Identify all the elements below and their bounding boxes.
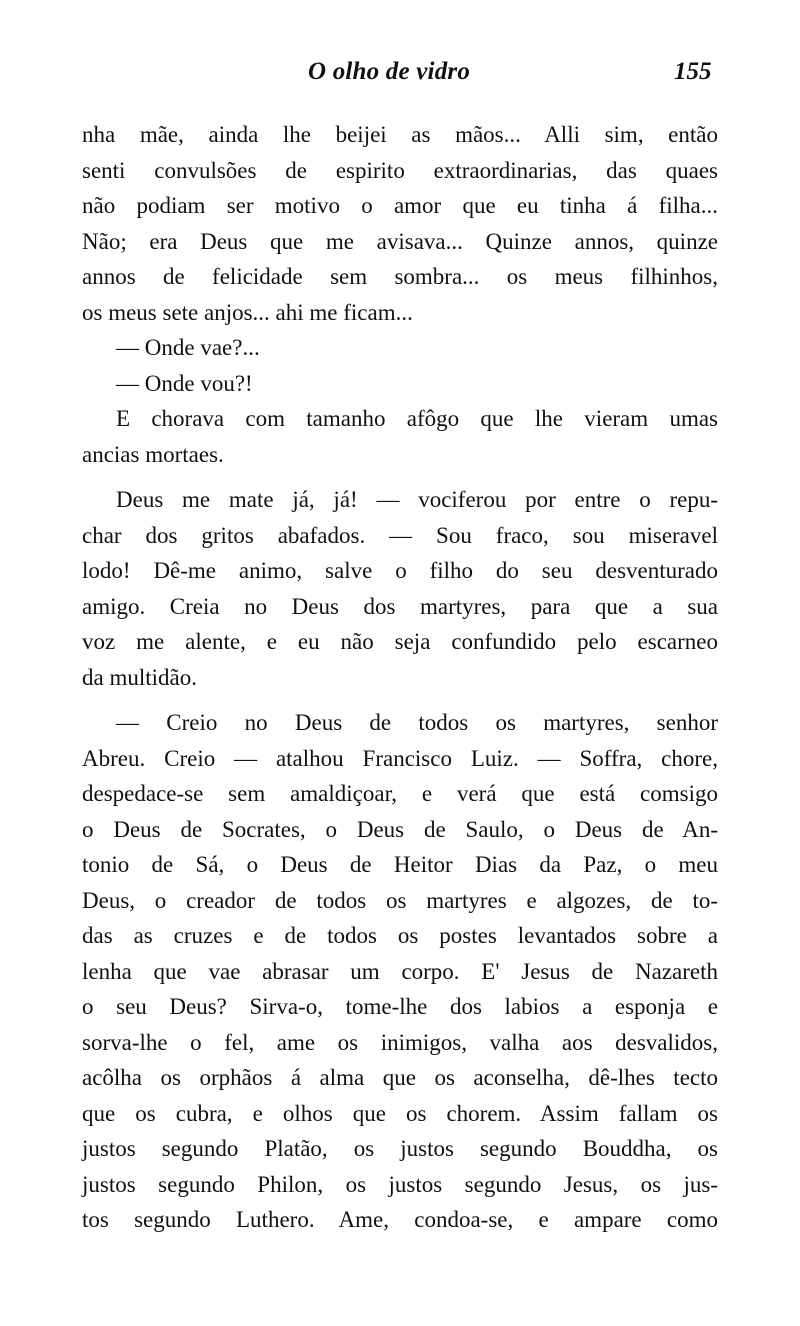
running-title: O olho de vidro <box>308 58 471 85</box>
text-line: tonio de Sá, o Deus de Heitor Dias da Paz, o meu <box>82 852 718 877</box>
text-line: justos segundo Philon, os justos segundo Jesus, os jus- <box>82 1171 718 1197</box>
text-line: — Onde vae?... <box>116 335 260 360</box>
text-line: tos segundo Luthero. Ame, condoa-se, e ampare como <box>82 1207 718 1232</box>
text-line: E chorava com tamanho afôgo que lhe vieram umas <box>116 406 718 431</box>
text-line: voz me alente, e eu não seja confundido pelo escarneo <box>82 629 718 654</box>
page-number: 155 <box>674 58 712 85</box>
text-line: o Deus de Socrates, o Deus de Saulo, o Deus de An- <box>82 816 718 842</box>
text-line: amigo. Creia no Deus dos martyres, para que a sua <box>82 593 718 619</box>
text-line: annos de felicidade sem sombra... os meus filhinhos, <box>82 264 718 289</box>
text-line: que os cubra, e olhos que os chorem. Assim fallam os <box>82 1100 718 1126</box>
text-line: senti convulsões de espirito extraordinarias, das quaes <box>82 157 718 183</box>
text-line: os meus sete anjos... ahi me ficam... <box>82 299 413 325</box>
body-text <box>82 117 718 1238</box>
text-line: — Onde vou?! <box>116 370 253 396</box>
text-line: Abreu. Creio — atalhou Francisco Luiz. — Soffra, chore, <box>82 745 718 771</box>
text-line: nha mãe, ainda lhe beijei as mãos... Alli sim, então <box>82 122 718 147</box>
text-line: lenha que vae abrasar um corpo. E' Jesus de Nazareth <box>82 958 718 984</box>
text-line: ancias mortaes. <box>82 441 224 467</box>
text-line: Deus me mate já, já! — vociferou por entre o repu- <box>116 487 718 512</box>
text-line: das as cruzes e de todos os postes levantados sobre a <box>82 923 718 948</box>
text-line: acôlha os orphãos á alma que os aconselha, dê-lhes tecto <box>82 1065 718 1090</box>
text-line: — Creio no Deus de todos os martyres, senhor <box>116 710 718 735</box>
text-line: char dos gritos abafados. — Sou fraco, sou miseravel <box>82 522 718 548</box>
text-line: Não; era Deus que me avisava... Quinze annos, quinze <box>82 228 718 254</box>
text-line: Deus, o creador de todos os martyres e algozes, de to- <box>82 887 718 913</box>
text-line: o seu Deus? Sirva-o, tome-lhe dos labios a esponja e <box>82 994 718 1019</box>
text-line: lodo! Dê-me animo, salve o filho do seu desventurado <box>82 558 718 583</box>
text-line: justos segundo Platão, os justos segundo Bouddha, os <box>82 1136 718 1161</box>
page-header <box>0 58 800 98</box>
text-line: sorva-lhe o fel, ame os inimigos, valha aos desvalidos, <box>82 1029 718 1055</box>
text-line: não podiam ser motivo o amor que eu tinha á filha... <box>82 193 718 218</box>
text-line: despedace-se sem amaldiçoar, e verá que está comsigo <box>82 781 718 806</box>
text-line: da multidão. <box>82 664 197 690</box>
